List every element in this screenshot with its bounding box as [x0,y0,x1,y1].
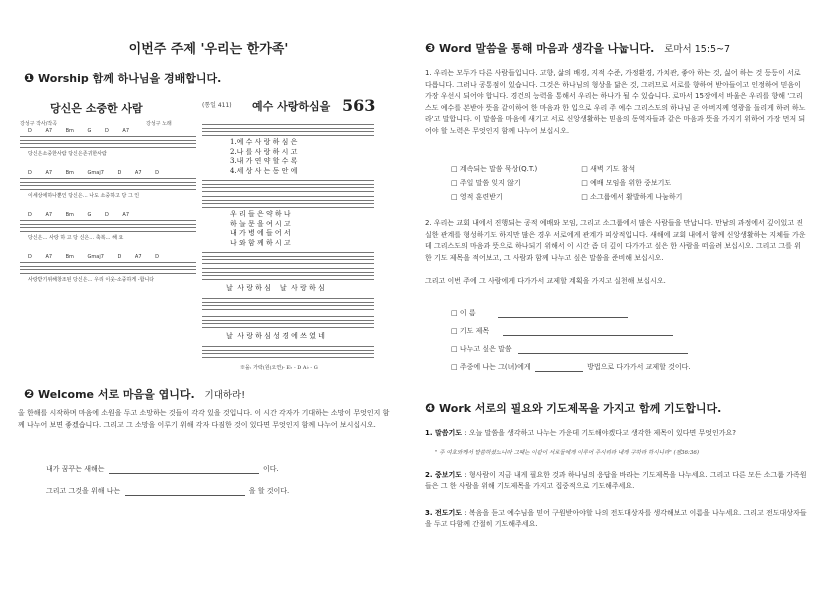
section-number: ❷ [24,387,35,401]
prayer-1-label: 1. 말씀기도 [425,429,463,437]
section-number: ❸ [425,41,436,55]
field-word-label: □ 나누고 싶은 말씀 [451,345,512,353]
music-staff [20,262,196,274]
wish-blank[interactable] [109,465,259,474]
checklist [451,162,709,204]
checklist-row [451,162,709,176]
worship-title: Worship 함께 하나님을 경배합니다. [38,72,222,85]
checklist-item[interactable]: □ 소그룹에서 활발하게 나눔하기 [581,193,683,201]
hymn-b-refrain: 날 사 랑 하 심 날 사 랑 하 심 [226,284,325,292]
hymn-a-singer: 강성구 노래 [146,121,172,127]
welcome-heading [24,386,245,402]
word-blank[interactable] [518,345,688,354]
resolve-blank[interactable] [125,487,245,496]
hymn-b-title: 예수 사랑하심을 [252,100,331,113]
name-blank[interactable] [498,309,628,318]
prayer-item-1 [425,428,811,439]
chord-row: D A7 Bm G D A7 [28,128,130,134]
chord-row: D A7 Bm G D A7 [28,212,130,218]
music-staff [202,268,374,280]
hymn-b-number: 563 [342,96,376,115]
field-name [451,308,630,318]
music-staff [202,316,374,328]
handwritten-note: " 주 여호와께서 말씀하셨느니라 그때는 이같이 서로들에게 이루어 주시리라 내게 구하라 하시니라" (겔36:36) [435,450,700,456]
lyric-line: 당신은소중한사람 당신은존귀한사람 [28,151,107,157]
welcome-title: Welcome 서로 마음을 엽니다. [38,388,195,401]
music-staff [202,124,374,136]
section-number: ❶ [24,71,35,85]
prayer-3-text: : 복음을 듣고 예수님을 믿어 구원받아야할 나의 전도대상자를 생각해보고 이름을 나누세요. 그리고 전도대상자들을 두고 다함께 간절히 기도해주세요. [425,509,807,528]
music-staff [20,178,196,190]
page-title: 이번주 주제 '우리는 한가족' [128,42,289,57]
lyric-line: 이세상에하나뿐인 당신은… 나도 소중하고 당 그 인 [28,193,140,199]
lyric-line: 사랑받기위해창조된 당신은… 우리 이웃-소중하게 -합니다 [28,277,155,283]
prayer-1-text: : 오늘 말씀을 생각하고 나누는 가운데 기도해야겠다고 생각한 제목이 있다면 무엇인가요? [464,429,737,437]
prayer-2-label: 2. 중보기도 [425,471,463,479]
lyric-line: 당신은… 사랑 하 고 당 신은… 축복… 해 요 [28,235,124,241]
checklist-row [451,190,709,204]
chord-row: D A7 Bm Gmaj7 D A7 D [28,170,159,176]
question-2-text: 2. 우리는 교회 내에서 진행되는 공적 예배와 모임, 그리고 소그룹에서 많은 사람들을 만납니다. 만남의 과정에서 깊이있고 진실한 관계를 형성하기도 하지만 많은 경우 서로에게 관계가 피상적입니다. 새해에 교회 내에서 함께 신앙생활하는 지체들 가운데 그리스도의 마음과 뜻으로 하나되기 위해서 이 시간 좀 더 깊이 다가가고 싶은 한 사람을 떠올려 보십시오. 그리고 그를 위한 기도 제목을 적어보고, 그 사람과 함께 나누고 싶은 말씀을 준비해 보십시오. [425,219,806,262]
welcome-subtitle: 기대하라! [204,390,246,401]
resolve-line [46,486,289,496]
music-staff [202,346,374,358]
word-reference: 로마서 15:5~7 [664,44,731,55]
wish-line [46,464,279,474]
chord-row: D A7 Bm Gmaj7 D A7 D [28,254,159,260]
field-prayer [451,326,675,336]
checklist-item[interactable]: □ 영적 훈련받기 [451,193,503,201]
music-staff [202,252,374,264]
field-plan-suffix: 방법으로 다가가서 교제할 것이다. [587,363,691,371]
hymn-b-refrain-2: 날 사 랑 하 심 성 경 에 쓰 였 네 [226,332,325,340]
word-heading [425,40,730,56]
hymn-b-label: (통일 411) [202,102,232,109]
music-staff [20,220,196,232]
checklist-item[interactable]: □ 새벽 기도 참석 [581,165,636,173]
question-1-text: 1. 우리는 모두가 다른 사람들입니다. 고향, 삶의 배경, 지적 수준, 가정환경, 가치관, 좋아 하는 것, 싫어 하는 것 등등이 서로 다릅니다. 그러나 공통점이 있습니다. 그것은 하나님의 형상을 닮은 것, 그러므로 서로를 향하여 받아들이고 인정하여 믿음이 가장 우선시 되어야 합니다. 경건의 능력을 통해서 우리는 하나가 될 수 있습니다. 로마서 15장에서 바울은 우리를 향해 '그리스도 예수를 본받아 뜻을 같이하여 한 마음과 한 입으로 우리 주 예수 그리스도의 하나님 곧 아버지께 영광을 돌리게 하려 하노라'고 말합니다. 이 말씀을 마음에 새기고 서로 신앙생활하는 믿음의 동역자들과 같은 마음과 뜻을 가지기 위하여 가장 먼저 되어야 할 노력은 무엇인지 함께 나누어 보십시오. [425,69,806,135]
hymn-sheet-b [200,96,376,378]
prayer-2-text: : 형사람이 지금 내게 필요한 것과 하나님의 응답을 바라는 기도제목을 나누세요. 그리고 다른 모든 소그룹 가족원들은 그 한 사람을 위해 기도제목을 가지고 집중적으로 기도해주세요. [425,471,807,490]
music-staff [202,298,374,310]
field-prayer-label: □ 기도 제목 [451,327,490,335]
checklist-item[interactable]: □ 주일 말씀 잊지 않기 [451,179,521,187]
hymn-b-verses: 1.예 수 사 랑 하 심 은 2.나 를 사 랑 하 시 고 3.내 가 연 약 할 수 록 4.세 상 사 는 동 안 에 [230,138,298,175]
hymn-b-verses-2: 우 리 들 은 약 하 나 하 늘 문 을 여 시 고 내 가 병 에 들 어 서 나 와 함 께 하 시 고 [230,210,291,247]
prayer-item-2 [425,470,811,492]
plan-blank[interactable] [535,363,583,372]
question-2-tail: 그리고 이번 주에 그 사람에게 다가가서 교제할 계획을 가지고 실천해 보십시오. [425,277,666,285]
prayer-3-label: 3. 전도기도 [425,509,463,517]
field-plan-prefix: □ 주중에 나는 그(녀)에게 [451,363,531,371]
music-staff [20,136,196,148]
hymn-a-title: 당신은 소중한 사람 [50,102,143,115]
word-title: Word 말씀을 통해 마음과 생각을 나눕니다. [439,42,655,55]
resolve-prefix: 그리고 그것을 위해 나는 [46,487,121,495]
worship-heading [24,70,221,86]
music-staff [202,180,374,192]
checklist-item[interactable]: □ 예배 모임을 위한 중보기도 [581,179,672,187]
field-plan [451,362,691,372]
prayer-item-3 [425,508,811,530]
prayer-blank[interactable] [503,327,673,336]
field-name-label: □ 이 름 [451,309,476,317]
resolve-suffix: 을 할 것이다. [248,487,290,495]
checklist-item[interactable]: □ 계속되는 말씀 묵상(Q.T.) [451,165,538,173]
work-title: Work 서로의 필요와 기도제목을 가지고 함께 기도합니다. [439,402,722,415]
work-heading [425,400,721,416]
section-number: ❹ [425,401,436,415]
checklist-row [451,176,709,190]
hymn-b-footer: ※을: 가락(원(오연)- E♭ - D A♭ - G [240,365,318,371]
hymn-sheet-a [18,100,198,300]
wish-suffix: 이다. [263,465,279,473]
music-staff [202,196,374,208]
welcome-text: 올 한해를 시작하며 마음에 소원을 두고 소망하는 것들이 각각 있을 것입니다. 이 시간 각자가 기대하는 소망이 무엇인지 함께 나누어 보면 좋겠습니다. 그리고 그 소망을 이루기 위해 각자 다짐한 것이 있다면 무엇인지 함께 나누어 보시십시오. [18,409,390,429]
field-word [451,344,690,354]
hymn-a-author: 강성구 작사/작곡 [20,121,58,127]
wish-prefix: 내가 꿈꾸는 새해는 [46,465,105,473]
